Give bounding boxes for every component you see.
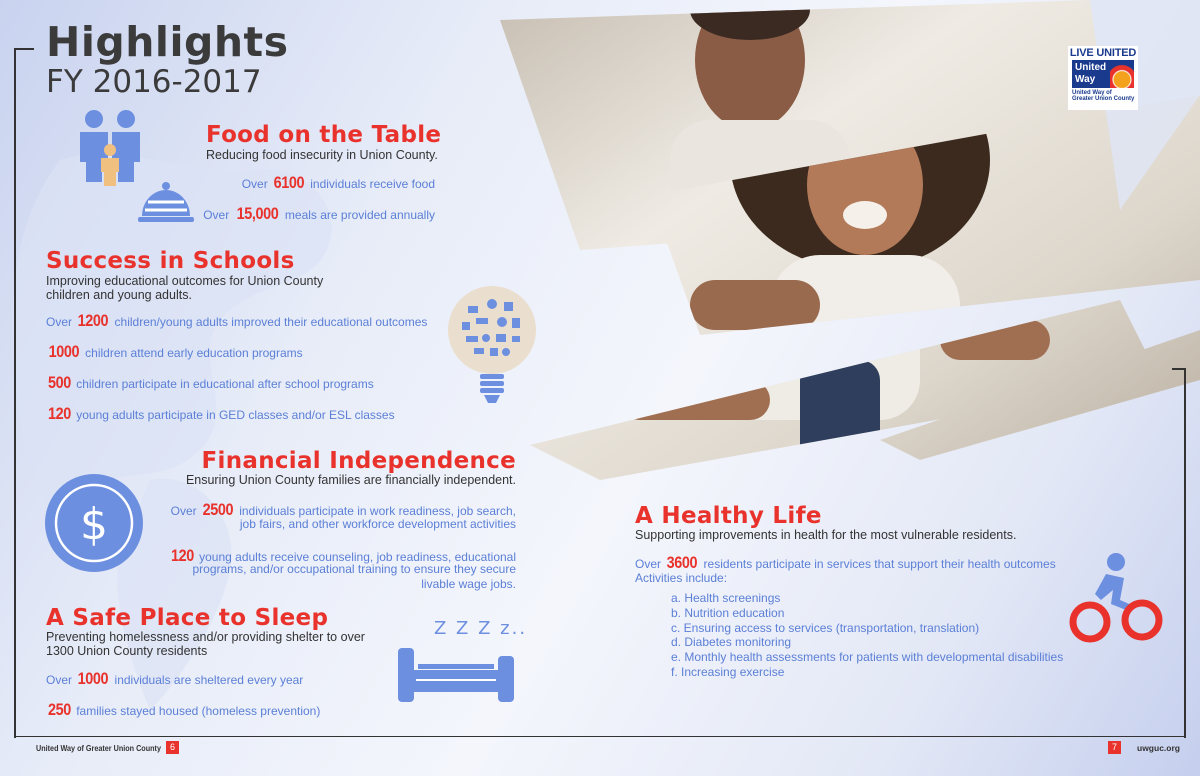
logo-hand-icon <box>1110 60 1134 88</box>
sleep-stat-1 <box>46 669 303 689</box>
stat-number: 250 <box>48 700 71 719</box>
footer-org: United Way of Greater Union County <box>36 743 161 753</box>
stat-text: young adults receive counseling, job readiness, educational <box>199 550 516 564</box>
page-year: FY 2016-2017 <box>46 64 262 100</box>
page-number-left: 6 <box>166 741 179 754</box>
financial-subtitle: Ensuring Union County families are financially independent. <box>185 473 516 487</box>
food-stat-2 <box>203 204 435 224</box>
health-activities-list <box>671 591 1063 680</box>
stat-number: 1200 <box>78 311 109 330</box>
stat-number: 6100 <box>273 173 305 192</box>
family-icon <box>76 108 146 188</box>
stat-text: individuals are sheltered every year <box>114 673 304 687</box>
financial-stat-2-cont-1: programs, and/or occupational training to ensure they secure <box>192 562 516 576</box>
health-title: A Healthy Life <box>635 503 822 529</box>
health-stat-1 <box>635 553 1056 573</box>
financial-stat-2-cont-2: livable wage jobs. <box>421 577 516 591</box>
schools-subtitle-2: children and young adults. <box>46 288 192 302</box>
stat-text: individuals participate in work readiness, job search, <box>239 504 516 518</box>
stat-number: 1000 <box>48 342 80 361</box>
zzz-text: Z Z Z z.. <box>434 618 528 639</box>
stat-number: 500 <box>48 373 71 392</box>
cloche-icon <box>136 180 196 230</box>
logo-mark-line1: United <box>1075 62 1107 73</box>
sleep-subtitle-2: 1300 Union County residents <box>46 644 208 658</box>
stat-prefix: Over <box>170 504 197 518</box>
health-subtitle: Supporting improvements in health for the most vulnerable residents. <box>635 528 1017 542</box>
cyclist-icon <box>1068 550 1164 646</box>
svg-text:$: $ <box>80 499 108 550</box>
stat-text: meals are provided annually <box>284 208 435 222</box>
dollar-icon <box>44 473 144 573</box>
logo-org-line1: United Way of <box>1072 90 1112 96</box>
list-item: e. Monthly health assessments for patients with developmental disabilities <box>671 650 1064 665</box>
stat-number: 3600 <box>667 553 698 572</box>
schools-stat-4 <box>46 404 395 424</box>
list-item: b. Nutrition education <box>671 605 785 620</box>
list-item: d. Diabetes monitoring <box>671 635 792 650</box>
food-stat-1 <box>242 173 435 193</box>
stat-text: children participate in educational after school programs <box>76 377 374 391</box>
stat-prefix: Over <box>203 208 230 222</box>
footer-website: uwguc.org <box>1137 743 1180 753</box>
stat-text: individuals receive food <box>310 177 435 191</box>
stat-number: 120 <box>170 546 194 565</box>
list-item: f. Increasing exercise <box>671 664 785 679</box>
stat-prefix: Over <box>46 315 73 329</box>
logo-live-united: LIVE UNITED <box>1069 47 1137 59</box>
list-item: a. Health screenings <box>671 591 781 605</box>
sleep-subtitle-1: Preventing homelessness and/or providing shelter to over <box>46 630 365 644</box>
page-title: Highlights <box>46 18 289 66</box>
list-item: c. Ensuring access to services (transportation, translation) <box>671 620 980 635</box>
schools-stat-3 <box>46 373 374 393</box>
schools-stat-1 <box>46 311 427 331</box>
financial-title: Financial Independence <box>201 448 516 474</box>
header-bracket <box>14 48 34 738</box>
stat-text: families stayed housed (homeless prevention) <box>76 704 321 718</box>
stat-text: children/young adults improved their educational outcomes <box>114 315 428 329</box>
logo-org-line2: Greater Union County <box>1072 96 1135 102</box>
schools-title: Success in Schools <box>46 248 295 274</box>
lightbulb-icon <box>446 284 538 408</box>
sleep-stat-2 <box>46 700 320 720</box>
sleep-title: A Safe Place to Sleep <box>46 605 329 631</box>
stat-prefix: Over <box>241 177 268 191</box>
health-activities-label: Activities include: <box>635 571 728 585</box>
food-title: Food on the Table <box>206 122 442 148</box>
united-way-logo <box>1068 46 1138 110</box>
page-number-right: 7 <box>1108 741 1121 754</box>
stat-text: young adults participate in GED classes and/or ESL classes <box>76 408 395 422</box>
stat-text: children attend early education programs <box>85 346 303 360</box>
stat-prefix: Over <box>635 557 662 571</box>
right-bracket <box>1172 368 1186 738</box>
stat-number: 15,000 <box>236 204 278 223</box>
bed-icon <box>398 642 516 704</box>
schools-stat-2 <box>46 342 303 362</box>
food-subtitle: Reducing food insecurity in Union County. <box>206 148 438 162</box>
footer-rule <box>14 736 1186 737</box>
financial-stat-1-cont: job fairs, and other workforce development activities <box>239 517 516 531</box>
stat-prefix: Over <box>46 673 73 687</box>
schools-subtitle-1: Improving educational outcomes for Union County <box>46 274 324 288</box>
stat-text: residents participate in services that support their health outcomes <box>703 557 1056 571</box>
stat-number: 2500 <box>202 500 234 519</box>
stat-number: 120 <box>48 404 71 423</box>
logo-mark-line2: Way <box>1075 74 1096 85</box>
stat-number: 1000 <box>78 669 109 688</box>
